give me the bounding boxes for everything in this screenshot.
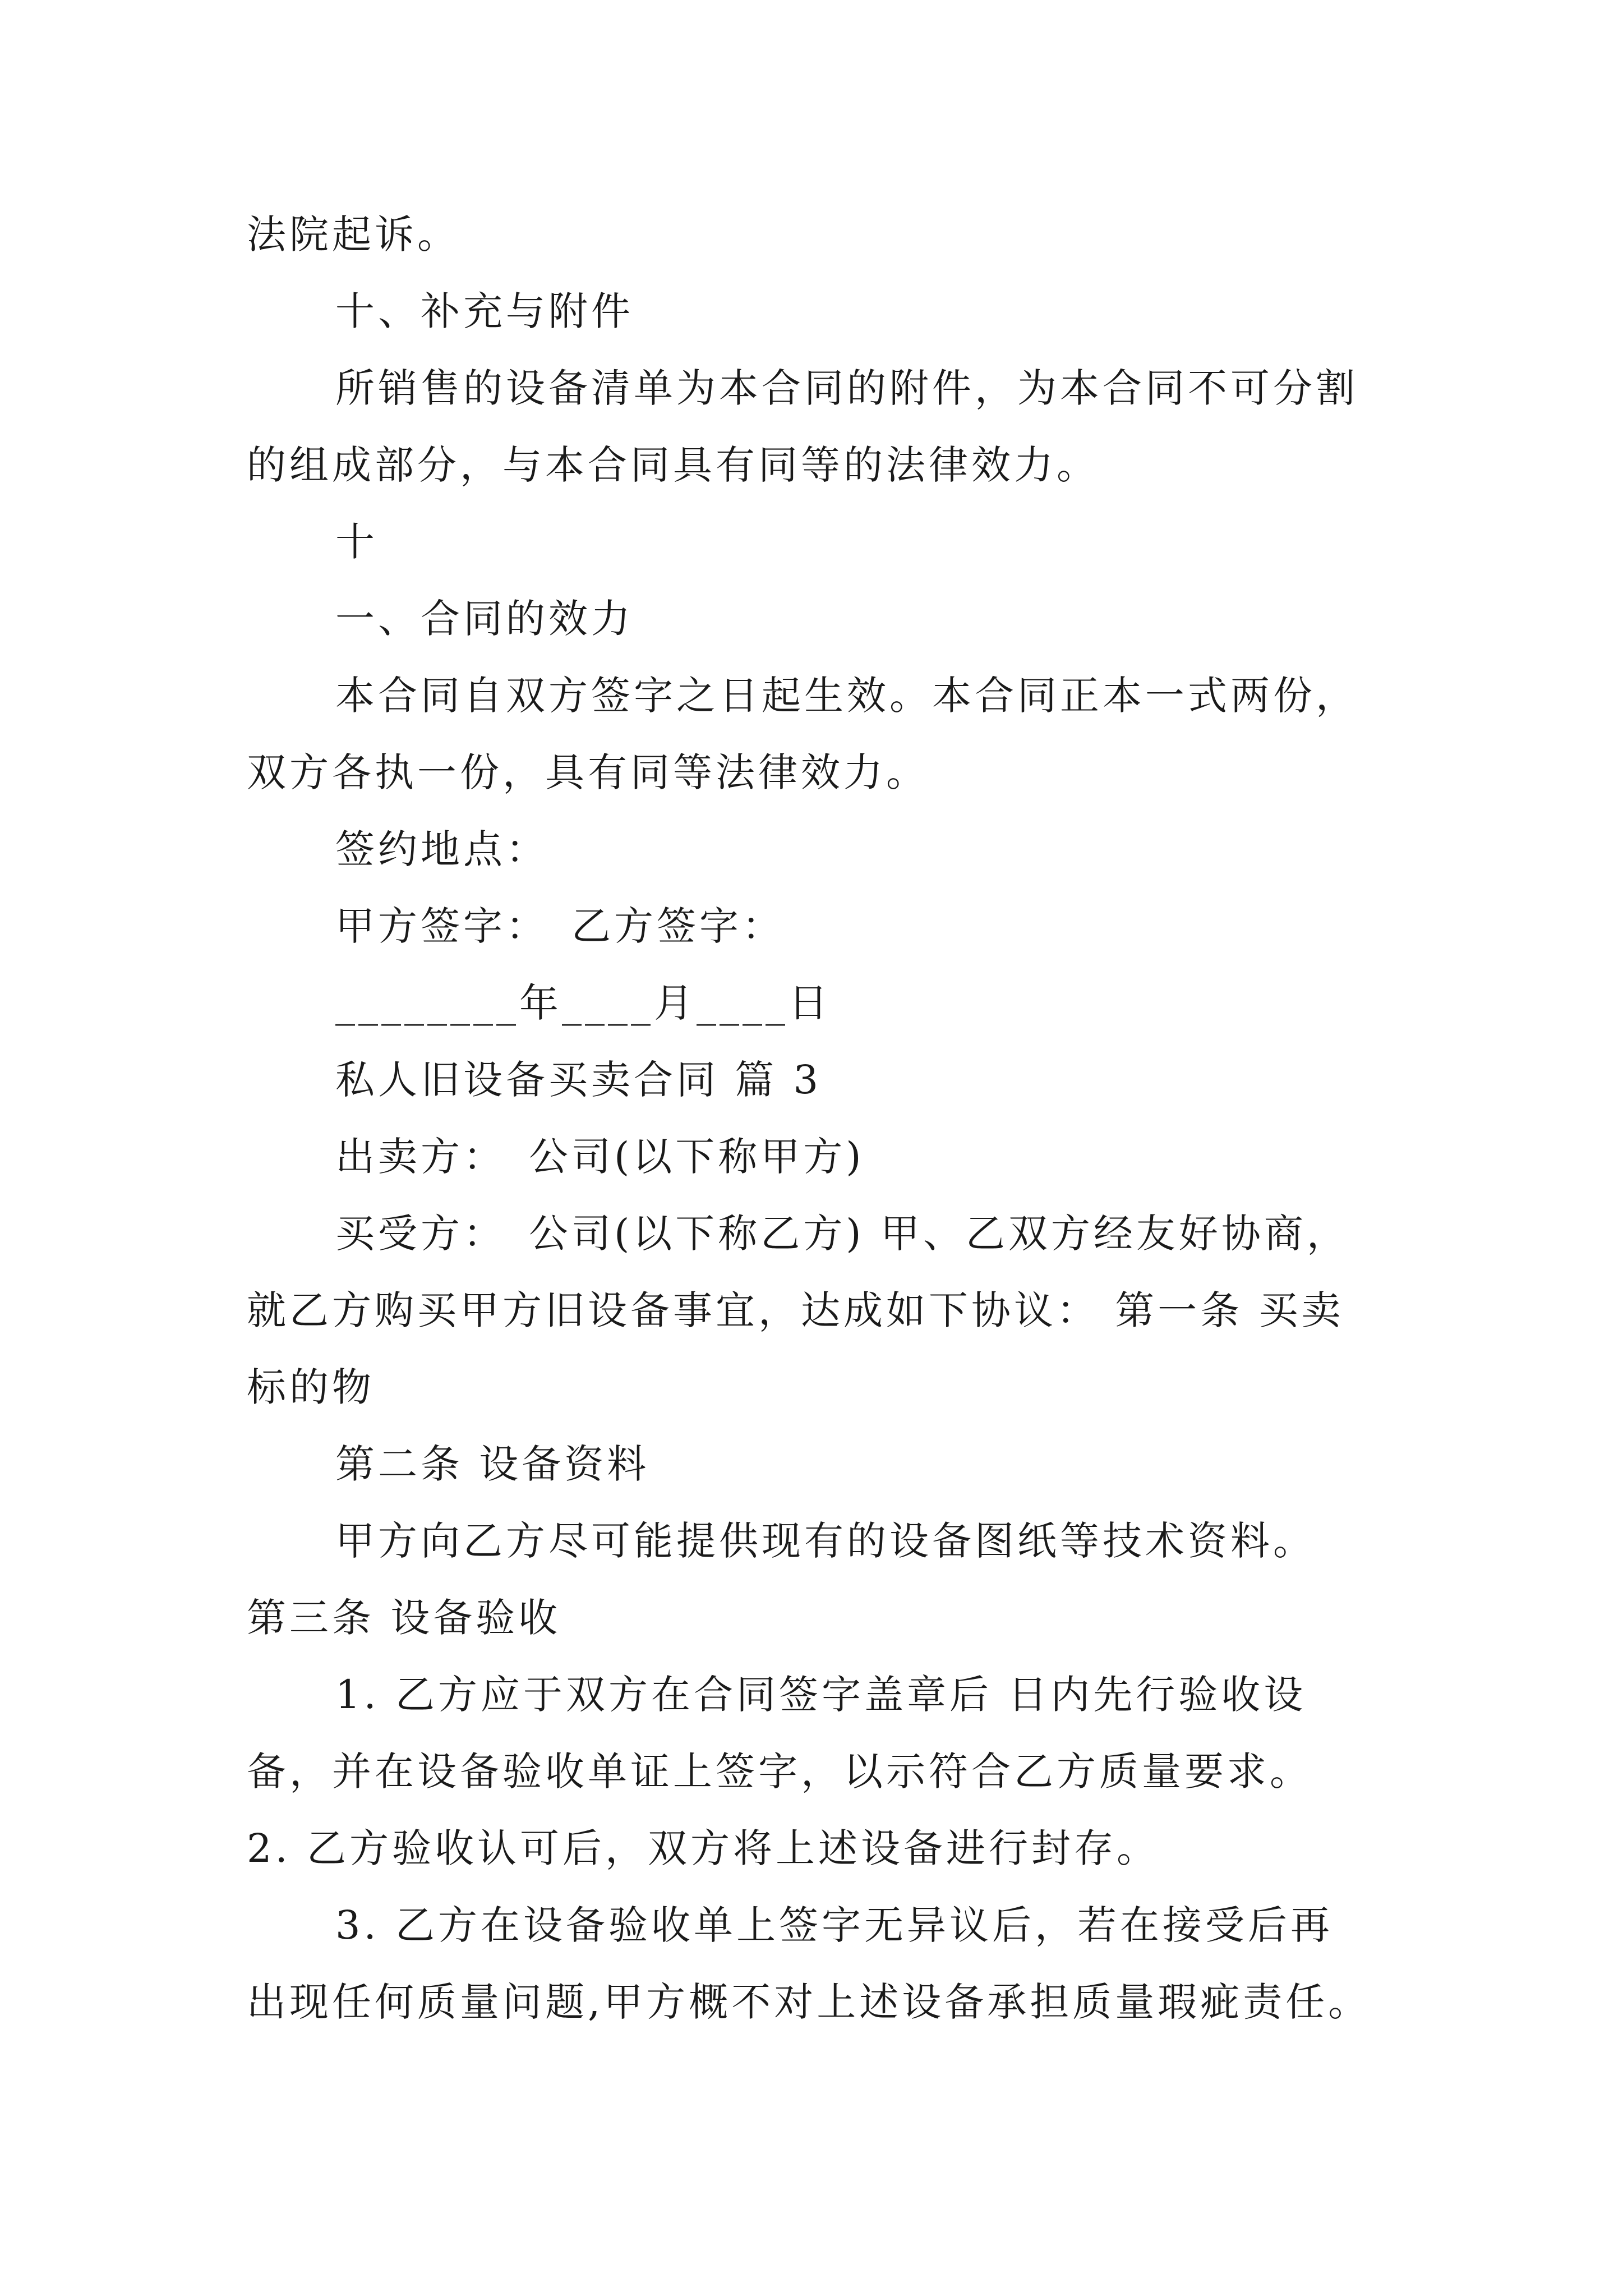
text-line: 标的物 [247, 1364, 375, 1410]
text-line: 买受方： 公司(以下称乙方) 甲、乙双方经友好协商， [335, 1211, 1349, 1257]
text-line: 的组成部分，与本合同具有同等的法律效力。 [247, 442, 1099, 488]
text-line: 备，并在设备验收单证上签字，以示符合乙方质量要求。 [247, 1749, 1312, 1795]
text-line: 出现任何质量问题,甲方概不对上述设备承担质量瑕疵责任。 [247, 1979, 1371, 2025]
text-line: 所销售的设备清单为本合同的附件，为本合同不可分割 [335, 365, 1358, 411]
text-line: 2. 乙方验收认可后，双方将上述设备进行封存。 [247, 1825, 1160, 1871]
signature-line: 甲方签字： 乙方签字： [335, 903, 785, 949]
section-heading: 一、合同的效力 [335, 596, 634, 642]
text-line: 3. 乙方在设备验收单上签字无异议后，若在接受后再 [335, 1902, 1334, 1948]
text-line: 法院起诉。 [247, 211, 460, 257]
text-line: 本合同自双方签字之日起生效。本合同正本一式两份， [335, 673, 1358, 719]
text-line: 出卖方： 公司(以下称甲方) [335, 1134, 865, 1180]
section-heading: 十、补充与附件 [335, 288, 634, 334]
text-line: 双方各执一份，具有同等法律效力。 [247, 749, 929, 795]
section-heading: 十 [335, 519, 378, 565]
text-line: 1. 乙方应于双方在合同签字盖章后 日内先行验收设 [335, 1672, 1307, 1718]
section-heading: 第二条 设备资料 [335, 1441, 650, 1487]
document-title: 私人旧设备买卖合同 篇 3 [335, 1057, 822, 1103]
text-line: 就乙方购买甲方旧设备事宜，达成如下协议： 第一条 买卖 [247, 1287, 1344, 1333]
text-line: 签约地点： [335, 826, 548, 872]
date-line: ________年____月____日 [335, 980, 831, 1026]
text-line: 甲方向乙方尽可能提供现有的设备图纸等技术资料。 [335, 1518, 1316, 1564]
section-heading: 第三条 设备验收 [247, 1595, 561, 1641]
